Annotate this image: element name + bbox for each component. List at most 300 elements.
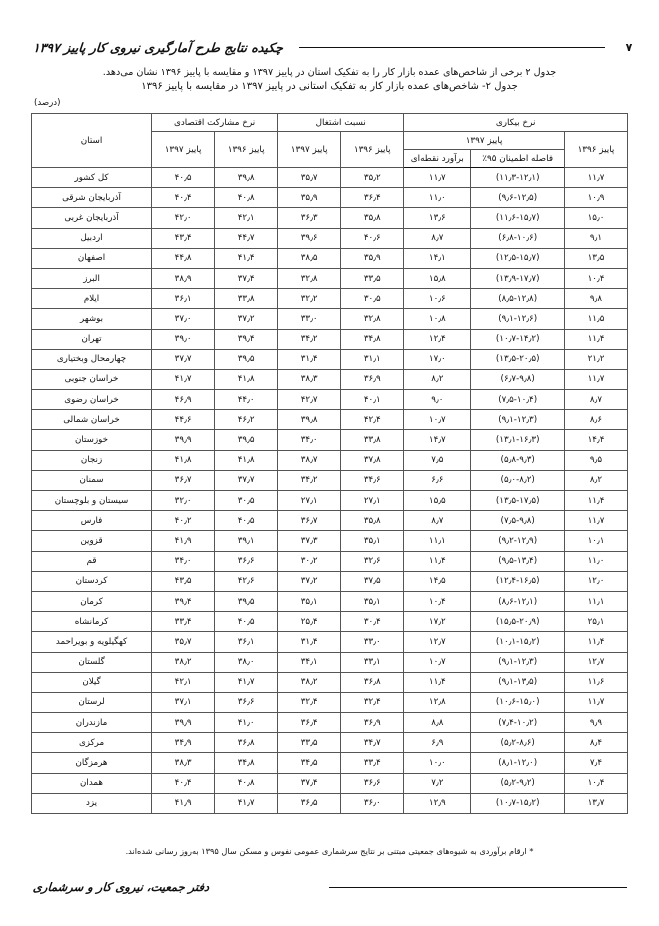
- table-row: [32, 773, 628, 793]
- cell-unemployment-1396: ۹٫۸: [564, 289, 627, 309]
- cell-unemployment-1397-ci: (۹٫۵-۱۳٫۴): [471, 551, 565, 571]
- cell-province-name: قم: [32, 551, 152, 571]
- cell-unemployment-1396: ۱۱٫۷: [564, 692, 627, 712]
- cell-unemployment-1397-point: ۱۰٫۷: [404, 410, 471, 430]
- cell-unemployment-1396: ۱۱٫۵: [564, 309, 627, 329]
- cell-unemployment-1397-point: ۱۷٫۲: [404, 612, 471, 632]
- cell-unemployment-1397-point: ۸٫۷: [404, 228, 471, 248]
- table-row: [32, 188, 628, 208]
- cell-unemployment-1397-ci: (۹٫۲-۱۲٫۹): [471, 531, 565, 551]
- cell-province-name: مازندران: [32, 713, 152, 733]
- cell-unemployment-1397-ci: (۹٫۶-۱۲٫۵): [471, 188, 565, 208]
- header-unemployment-1396: پاییز ۱۳۹۶: [564, 132, 627, 168]
- cell-employment-ratio-1397: ۲۷٫۱: [278, 491, 341, 511]
- cell-unemployment-1397-ci: (۱۳٫۵-۱۷٫۵): [471, 491, 565, 511]
- cell-participation-1397: ۳۸٫۲: [152, 652, 215, 672]
- cell-unemployment-1397-point: ۱۰٫۶: [404, 289, 471, 309]
- cell-participation-1397: ۴۶٫۹: [152, 390, 215, 410]
- cell-participation-1397: ۴۰٫۵: [152, 168, 215, 188]
- cell-participation-1397: ۳۷٫۷: [152, 349, 215, 369]
- cell-unemployment-1397-point: ۱۳٫۶: [404, 208, 471, 228]
- cell-unemployment-1397-ci: (۸٫۱-۱۲٫۰): [471, 753, 565, 773]
- cell-unemployment-1397-point: ۱۲٫۹: [404, 793, 471, 813]
- cell-participation-1396: ۳۰٫۵: [215, 491, 278, 511]
- table-row: [32, 268, 628, 288]
- cell-employment-ratio-1396: ۳۴٫۷: [341, 733, 404, 753]
- cell-employment-ratio-1396: ۳۵٫۱: [341, 531, 404, 551]
- table-footnote: * ارقام برآوردی به شیوه‌های جمعیتی مبتنی بر نتایج سرشماری عمومی نفوس و مسکن سال ۱۳۹۵ به‌روز رسانی شده‌اند.: [125, 846, 534, 856]
- table-row: [32, 672, 628, 692]
- cell-participation-1396: ۳۴٫۸: [215, 753, 278, 773]
- cell-participation-1396: ۳۶٫۸: [215, 733, 278, 753]
- cell-participation-1396: ۳۶٫۶: [215, 692, 278, 712]
- cell-employment-ratio-1397: ۳۷٫۳: [278, 531, 341, 551]
- cell-employment-ratio-1396: ۳۰٫۴: [341, 612, 404, 632]
- cell-unemployment-1397-point: ۱۰٫۷: [404, 652, 471, 672]
- cell-participation-1396: ۴۱٫۸: [215, 369, 278, 389]
- cell-employment-ratio-1396: ۳۳٫۴: [341, 753, 404, 773]
- table-row: [32, 632, 628, 652]
- cell-province-name: گلستان: [32, 652, 152, 672]
- cell-unemployment-1396: ۱۱٫۴: [564, 632, 627, 652]
- cell-participation-1396: ۴۴٫۰: [215, 390, 278, 410]
- cell-province-name: کردستان: [32, 571, 152, 591]
- cell-unemployment-1397-ci: (۵٫۲-۹٫۲): [471, 773, 565, 793]
- cell-employment-ratio-1396: ۳۵٫۸: [341, 511, 404, 531]
- cell-unemployment-1397-point: ۱۲٫۴: [404, 329, 471, 349]
- cell-unemployment-1397-point: ۱۱٫۴: [404, 551, 471, 571]
- header-group-unemployment: نرخ بیکاری: [404, 114, 628, 132]
- cell-province-name: اردبیل: [32, 228, 152, 248]
- table-row: [32, 430, 628, 450]
- cell-employment-ratio-1396: ۳۶٫۹: [341, 369, 404, 389]
- cell-employment-ratio-1396: ۳۴٫۶: [341, 470, 404, 490]
- cell-employment-ratio-1396: ۴۰٫۱: [341, 390, 404, 410]
- cell-employment-ratio-1396: ۴۲٫۴: [341, 410, 404, 430]
- cell-participation-1397: ۳۹٫۰: [152, 329, 215, 349]
- table-row: [32, 248, 628, 268]
- cell-province-name: خوزستان: [32, 430, 152, 450]
- cell-employment-ratio-1396: ۳۵٫۹: [341, 248, 404, 268]
- table-title: جدول ۲- شاخص‌های عمده بازار کار به تفکیک استانی در پاییز ۱۳۹۷ در مقایسه با پاییز ۱۳۹۶: [141, 81, 518, 92]
- cell-unemployment-1396: ۲۱٫۲: [564, 349, 627, 369]
- cell-employment-ratio-1397: ۳۲٫۸: [278, 268, 341, 288]
- cell-participation-1396: ۴۲٫۶: [215, 571, 278, 591]
- table-row: [32, 289, 628, 309]
- cell-unemployment-1397-point: ۱۱٫۱: [404, 531, 471, 551]
- cell-province-name: سمنان: [32, 470, 152, 490]
- cell-unemployment-1396: ۹٫۱: [564, 228, 627, 248]
- cell-employment-ratio-1397: ۳۸٫۲: [278, 672, 341, 692]
- header-employment-ratio-1396: پاییز ۱۳۹۶: [341, 132, 404, 168]
- cell-employment-ratio-1397: ۳۰٫۲: [278, 551, 341, 571]
- cell-employment-ratio-1396: ۳۷٫۵: [341, 571, 404, 591]
- cell-employment-ratio-1397: ۳۵٫۱: [278, 591, 341, 611]
- cell-unemployment-1397-ci: (۱۰٫۶-۱۵٫۰): [471, 692, 565, 712]
- table-row: [32, 753, 628, 773]
- cell-unemployment-1397-ci: (۹٫۱-۱۲٫۳): [471, 652, 565, 672]
- cell-participation-1396: ۴۱٫۰: [215, 713, 278, 733]
- cell-unemployment-1397-ci: (۷٫۵-۱۰٫۴): [471, 390, 565, 410]
- cell-province-name: گیلان: [32, 672, 152, 692]
- cell-unemployment-1397-point: ۱۵٫۵: [404, 491, 471, 511]
- cell-unemployment-1397-ci: (۱۰٫۷-۱۴٫۲): [471, 329, 565, 349]
- cell-employment-ratio-1396: ۳۶٫۴: [341, 188, 404, 208]
- cell-unemployment-1396: ۹٫۹: [564, 713, 627, 733]
- cell-employment-ratio-1397: ۳۲٫۲: [278, 289, 341, 309]
- cell-unemployment-1397-point: ۱۴٫۵: [404, 571, 471, 591]
- table-row: [32, 491, 628, 511]
- cell-employment-ratio-1397: ۳۵٫۹: [278, 188, 341, 208]
- cell-province-name: اصفهان: [32, 248, 152, 268]
- cell-participation-1397: ۴۱٫۹: [152, 793, 215, 813]
- cell-employment-ratio-1397: ۳۷٫۲: [278, 571, 341, 591]
- cell-province-name: آذربایجان شرقی: [32, 188, 152, 208]
- table-row: [32, 652, 628, 672]
- cell-unemployment-1397-ci: (۱۲٫۴-۱۶٫۵): [471, 571, 565, 591]
- cell-participation-1396: ۳۷٫۴: [215, 268, 278, 288]
- unit-label: (درصد): [34, 98, 61, 108]
- cell-participation-1396: ۳۹٫۵: [215, 349, 278, 369]
- cell-participation-1397: ۴۴٫۶: [152, 410, 215, 430]
- cell-participation-1397: ۳۴٫۰: [152, 551, 215, 571]
- table-row: [32, 692, 628, 712]
- table-row: [32, 591, 628, 611]
- cell-participation-1397: ۴۴٫۸: [152, 248, 215, 268]
- intro-sentence: جدول ۲ برخی از شاخص‌های عمده بازار کار را به تفکیک استان در پاییز ۱۳۹۷ و مقایسه با پاییز ۱۳۹۶ نشان می‌دهد.: [102, 67, 557, 78]
- cell-unemployment-1397-ci: (۹٫۱-۱۲٫۶): [471, 309, 565, 329]
- table-row: [32, 309, 628, 329]
- table-row: [32, 390, 628, 410]
- cell-participation-1396: ۳۷٫۲: [215, 309, 278, 329]
- cell-employment-ratio-1396: ۳۵٫۲: [341, 168, 404, 188]
- cell-unemployment-1397-ci: (۱۰٫۱-۱۵٫۲): [471, 632, 565, 652]
- cell-participation-1397: ۳۹٫۹: [152, 430, 215, 450]
- cell-participation-1397: ۳۳٫۴: [152, 612, 215, 632]
- cell-employment-ratio-1396: ۳۶٫۸: [341, 672, 404, 692]
- table-row: [32, 168, 628, 188]
- cell-participation-1396: ۳۹٫۵: [215, 430, 278, 450]
- cell-unemployment-1396: ۸٫۴: [564, 733, 627, 753]
- table-row: [32, 733, 628, 753]
- cell-unemployment-1397-point: ۱۲٫۷: [404, 632, 471, 652]
- cell-participation-1396: ۳۹٫۴: [215, 329, 278, 349]
- cell-unemployment-1396: ۱۱٫۷: [564, 369, 627, 389]
- cell-unemployment-1397-point: ۸٫۲: [404, 369, 471, 389]
- cell-province-name: سیستان و بلوچستان: [32, 491, 152, 511]
- cell-province-name: کهگیلویه و بویراحمد: [32, 632, 152, 652]
- cell-province-name: آذربایجان غربی: [32, 208, 152, 228]
- cell-unemployment-1397-ci: (۹٫۱-۱۳٫۵): [471, 672, 565, 692]
- cell-unemployment-1397-ci: (۸٫۵-۱۲٫۸): [471, 289, 565, 309]
- table-caption-block: [30, 66, 629, 94]
- header-row-groups: [32, 114, 628, 132]
- cell-province-name: چهارمحال وبختیاری: [32, 349, 152, 369]
- cell-employment-ratio-1397: ۳۸٫۳: [278, 369, 341, 389]
- cell-unemployment-1396: ۱۱٫۶: [564, 672, 627, 692]
- cell-unemployment-1396: ۱۵٫۰: [564, 208, 627, 228]
- cell-unemployment-1397-point: ۱۷٫۰: [404, 349, 471, 369]
- cell-employment-ratio-1396: ۳۶٫۰: [341, 793, 404, 813]
- cell-unemployment-1397-ci: (۹٫۱-۱۲٫۳): [471, 410, 565, 430]
- table-row: [32, 713, 628, 733]
- cell-participation-1397: ۳۹٫۴: [152, 591, 215, 611]
- cell-unemployment-1396: ۱۲٫۷: [564, 652, 627, 672]
- cell-participation-1396: ۳۸٫۰: [215, 652, 278, 672]
- cell-unemployment-1397-point: ۷٫۲: [404, 773, 471, 793]
- cell-employment-ratio-1396: ۳۶٫۶: [341, 773, 404, 793]
- cell-participation-1396: ۴۲٫۱: [215, 208, 278, 228]
- cell-unemployment-1396: ۱۱٫۴: [564, 329, 627, 349]
- cell-participation-1397: ۳۸٫۳: [152, 753, 215, 773]
- cell-unemployment-1397-point: ۶٫۶: [404, 470, 471, 490]
- cell-participation-1397: ۴۱٫۷: [152, 369, 215, 389]
- cell-unemployment-1397-ci: (۱۱٫۶-۱۵٫۷): [471, 208, 565, 228]
- cell-unemployment-1397-point: ۱۲٫۸: [404, 692, 471, 712]
- cell-unemployment-1396: ۷٫۴: [564, 753, 627, 773]
- cell-employment-ratio-1397: ۳۴٫۲: [278, 329, 341, 349]
- header-participation-1397: پاییز ۱۳۹۷: [152, 132, 215, 168]
- cell-participation-1397: ۴۱٫۹: [152, 531, 215, 551]
- cell-participation-1397: ۳۶٫۱: [152, 289, 215, 309]
- cell-participation-1397: ۳۷٫۱: [152, 692, 215, 712]
- cell-employment-ratio-1396: ۳۲٫۸: [341, 309, 404, 329]
- cell-unemployment-1397-point: ۶٫۹: [404, 733, 471, 753]
- cell-unemployment-1397-point: ۱۱٫۷: [404, 168, 471, 188]
- cell-employment-ratio-1397: ۳۳٫۵: [278, 733, 341, 753]
- cell-employment-ratio-1396: ۳۳٫۰: [341, 632, 404, 652]
- cell-participation-1397: ۴۲٫۱: [152, 672, 215, 692]
- cell-province-name: ایلام: [32, 289, 152, 309]
- cell-participation-1396: ۴۴٫۷: [215, 228, 278, 248]
- cell-unemployment-1397-ci: (۸٫۶-۱۲٫۱): [471, 591, 565, 611]
- cell-province-name: خراسان شمالی: [32, 410, 152, 430]
- cell-province-name: زنجان: [32, 450, 152, 470]
- table-row: [32, 531, 628, 551]
- cell-province-name: کل کشور: [32, 168, 152, 188]
- cell-participation-1397: ۴۰٫۴: [152, 188, 215, 208]
- table-row: [32, 793, 628, 813]
- footer-divider-rule: [329, 887, 627, 888]
- cell-unemployment-1396: ۱۲٫۰: [564, 571, 627, 591]
- cell-province-name: کرمانشاه: [32, 612, 152, 632]
- cell-participation-1396: ۳۶٫۶: [215, 551, 278, 571]
- cell-unemployment-1396: ۸٫۲: [564, 470, 627, 490]
- cell-unemployment-1396: ۱۱٫۱: [564, 591, 627, 611]
- cell-employment-ratio-1397: ۳۹٫۸: [278, 410, 341, 430]
- cell-participation-1396: ۴۰٫۸: [215, 773, 278, 793]
- cell-employment-ratio-1397: ۳۴٫۱: [278, 652, 341, 672]
- cell-unemployment-1397-point: ۱۰٫۰: [404, 753, 471, 773]
- cell-participation-1397: ۴۳٫۵: [152, 571, 215, 591]
- header-employment-ratio-1397: پاییز ۱۳۹۷: [278, 132, 341, 168]
- cell-unemployment-1397-point: ۱۵٫۸: [404, 268, 471, 288]
- cell-unemployment-1396: ۱۴٫۴: [564, 430, 627, 450]
- cell-participation-1397: ۳۵٫۷: [152, 632, 215, 652]
- cell-unemployment-1396: ۱۱٫۴: [564, 491, 627, 511]
- cell-unemployment-1397-ci: (۷٫۵-۹٫۸): [471, 511, 565, 531]
- cell-employment-ratio-1396: ۳۲٫۴: [341, 692, 404, 712]
- cell-participation-1396: ۴۰٫۸: [215, 188, 278, 208]
- cell-participation-1397: ۳۷٫۰: [152, 309, 215, 329]
- cell-participation-1396: ۴۱٫۴: [215, 248, 278, 268]
- table-head: [32, 114, 628, 168]
- cell-province-name: تهران: [32, 329, 152, 349]
- cell-employment-ratio-1396: ۳۳٫۵: [341, 268, 404, 288]
- table-row: [32, 349, 628, 369]
- cell-participation-1397: ۴۰٫۲: [152, 511, 215, 531]
- cell-unemployment-1396: ۱۱٫۰: [564, 551, 627, 571]
- cell-province-name: قزوین: [32, 531, 152, 551]
- cell-unemployment-1396: ۹٫۵: [564, 450, 627, 470]
- table-row: [32, 551, 628, 571]
- cell-province-name: کرمان: [32, 591, 152, 611]
- cell-participation-1396: ۳۹٫۵: [215, 591, 278, 611]
- page-footer: [33, 874, 637, 900]
- cell-participation-1396: ۴۱٫۸: [215, 450, 278, 470]
- cell-participation-1397: ۴۰٫۴: [152, 773, 215, 793]
- statistics-table-container: [31, 113, 628, 814]
- cell-employment-ratio-1396: ۲۷٫۱: [341, 491, 404, 511]
- cell-participation-1396: ۴۱٫۷: [215, 672, 278, 692]
- cell-employment-ratio-1396: ۳۵٫۱: [341, 591, 404, 611]
- cell-participation-1397: ۳۴٫۹: [152, 733, 215, 753]
- cell-unemployment-1397-ci: (۵٫۰-۸٫۲): [471, 470, 565, 490]
- cell-unemployment-1397-point: ۱۰٫۴: [404, 591, 471, 611]
- cell-unemployment-1397-ci: (۷٫۴-۱۰٫۲): [471, 713, 565, 733]
- cell-participation-1397: ۴۱٫۸: [152, 450, 215, 470]
- cell-unemployment-1396: ۱۳٫۷: [564, 793, 627, 813]
- table-row: [32, 450, 628, 470]
- cell-unemployment-1396: ۱۰٫۹: [564, 188, 627, 208]
- cell-unemployment-1396: ۱۳٫۵: [564, 248, 627, 268]
- table-row: [32, 511, 628, 531]
- table-row: [32, 329, 628, 349]
- cell-participation-1396: ۳۳٫۸: [215, 289, 278, 309]
- footer-office-name: دفتر جمعیت، نیروی کار و سرشماری: [32, 880, 210, 894]
- table-body: [32, 168, 628, 814]
- cell-unemployment-1396: ۱۱٫۷: [564, 511, 627, 531]
- cell-unemployment-1397-ci: (۱۳٫۹-۱۷٫۷): [471, 268, 565, 288]
- cell-employment-ratio-1397: ۳۱٫۴: [278, 632, 341, 652]
- cell-participation-1396: ۴۶٫۲: [215, 410, 278, 430]
- cell-unemployment-1397-point: ۸٫۷: [404, 511, 471, 531]
- cell-employment-ratio-1397: ۳۶٫۵: [278, 793, 341, 813]
- cell-employment-ratio-1397: ۳۸٫۵: [278, 248, 341, 268]
- cell-unemployment-1397-point: ۱۱٫۴: [404, 672, 471, 692]
- cell-province-name: یزد: [32, 793, 152, 813]
- header-province: استان: [32, 114, 152, 168]
- cell-participation-1396: ۴۱٫۷: [215, 793, 278, 813]
- cell-unemployment-1396: ۱۰٫۴: [564, 773, 627, 793]
- header-participation-1396: پاییز ۱۳۹۶: [215, 132, 278, 168]
- cell-province-name: هرمزگان: [32, 753, 152, 773]
- header-unemployment-1397: پاییز ۱۳۹۷: [404, 132, 565, 150]
- cell-participation-1396: ۴۰٫۵: [215, 612, 278, 632]
- header-group-participation-rate: نرخ مشارکت اقتصادی: [152, 114, 278, 132]
- cell-unemployment-1397-ci: (۱۳٫۵-۲۰٫۵): [471, 349, 565, 369]
- cell-unemployment-1397-ci: (۱۵٫۵-۲۰٫۹): [471, 612, 565, 632]
- cell-employment-ratio-1397: ۳۶٫۴: [278, 713, 341, 733]
- cell-employment-ratio-1397: ۳۶٫۳: [278, 208, 341, 228]
- cell-unemployment-1397-point: ۷٫۵: [404, 450, 471, 470]
- cell-unemployment-1396: ۸٫۷: [564, 390, 627, 410]
- cell-unemployment-1397-ci: (۵٫۸-۹٫۳): [471, 450, 565, 470]
- cell-unemployment-1397-ci: (۱۳٫۱-۱۶٫۳): [471, 430, 565, 450]
- header-group-employment-ratio: نسبت اشتغال: [278, 114, 404, 132]
- page-number: ۷: [625, 40, 633, 54]
- cell-unemployment-1396: ۱۰٫۴: [564, 268, 627, 288]
- cell-unemployment-1397-ci: (۱۰٫۷-۱۵٫۲): [471, 793, 565, 813]
- cell-unemployment-1396: ۸٫۶: [564, 410, 627, 430]
- cell-participation-1397: ۴۲٫۰: [152, 208, 215, 228]
- cell-employment-ratio-1397: ۲۵٫۴: [278, 612, 341, 632]
- cell-unemployment-1397-ci: (۱۱٫۳-۱۲٫۱): [471, 168, 565, 188]
- header-confidence-interval: فاصله اطمینان ۹۵٪: [471, 150, 565, 168]
- cell-province-name: بوشهر: [32, 309, 152, 329]
- cell-unemployment-1396: ۱۱٫۷: [564, 168, 627, 188]
- cell-unemployment-1397-point: ۹٫۰: [404, 390, 471, 410]
- cell-employment-ratio-1396: ۳۴٫۸: [341, 329, 404, 349]
- header-divider-rule: [299, 47, 605, 48]
- cell-employment-ratio-1396: ۳۰٫۵: [341, 289, 404, 309]
- cell-unemployment-1396: ۱۰٫۱: [564, 531, 627, 551]
- cell-employment-ratio-1396: ۳۳٫۱: [341, 652, 404, 672]
- cell-province-name: فارس: [32, 511, 152, 531]
- cell-employment-ratio-1397: ۳۶٫۷: [278, 511, 341, 531]
- cell-unemployment-1397-point: ۱۴٫۱: [404, 248, 471, 268]
- cell-province-name: لرستان: [32, 692, 152, 712]
- cell-employment-ratio-1397: ۳۴٫۲: [278, 470, 341, 490]
- cell-employment-ratio-1396: ۳۵٫۸: [341, 208, 404, 228]
- cell-employment-ratio-1396: ۳۲٫۶: [341, 551, 404, 571]
- cell-employment-ratio-1397: ۳۴٫۵: [278, 753, 341, 773]
- cell-employment-ratio-1396: ۳۶٫۹: [341, 713, 404, 733]
- cell-employment-ratio-1396: ۳۳٫۸: [341, 430, 404, 450]
- table-row: [32, 369, 628, 389]
- labor-market-indicators-table: [31, 113, 628, 814]
- table-row: [32, 470, 628, 490]
- cell-participation-1397: ۳۲٫۰: [152, 491, 215, 511]
- cell-employment-ratio-1397: ۳۱٫۴: [278, 349, 341, 369]
- cell-employment-ratio-1397: ۳۹٫۶: [278, 228, 341, 248]
- cell-participation-1397: ۳۶٫۷: [152, 470, 215, 490]
- table-row: [32, 571, 628, 591]
- cell-participation-1397: ۴۳٫۴: [152, 228, 215, 248]
- table-row: [32, 208, 628, 228]
- table-row: [32, 228, 628, 248]
- cell-employment-ratio-1397: ۳۴٫۰: [278, 430, 341, 450]
- cell-employment-ratio-1397: ۳۷٫۴: [278, 773, 341, 793]
- running-header: [33, 34, 637, 60]
- table-row: [32, 410, 628, 430]
- cell-employment-ratio-1397: ۳۳٫۰: [278, 309, 341, 329]
- cell-employment-ratio-1397: ۳۸٫۷: [278, 450, 341, 470]
- cell-participation-1396: ۳۹٫۸: [215, 168, 278, 188]
- cell-province-name: خراسان رضوی: [32, 390, 152, 410]
- cell-employment-ratio-1397: ۳۵٫۷: [278, 168, 341, 188]
- cell-unemployment-1397-point: ۸٫۸: [404, 713, 471, 733]
- cell-province-name: خراسان جنوبی: [32, 369, 152, 389]
- cell-province-name: مرکزی: [32, 733, 152, 753]
- cell-unemployment-1397-ci: (۶٫۷-۹٫۸): [471, 369, 565, 389]
- cell-employment-ratio-1397: ۴۲٫۷: [278, 390, 341, 410]
- cell-unemployment-1397-point: ۱۱٫۰: [404, 188, 471, 208]
- cell-participation-1396: ۴۰٫۵: [215, 511, 278, 531]
- cell-participation-1397: ۳۸٫۹: [152, 268, 215, 288]
- cell-participation-1397: ۳۹٫۹: [152, 713, 215, 733]
- header-point-estimate: برآورد نقطه‌ای: [404, 150, 471, 168]
